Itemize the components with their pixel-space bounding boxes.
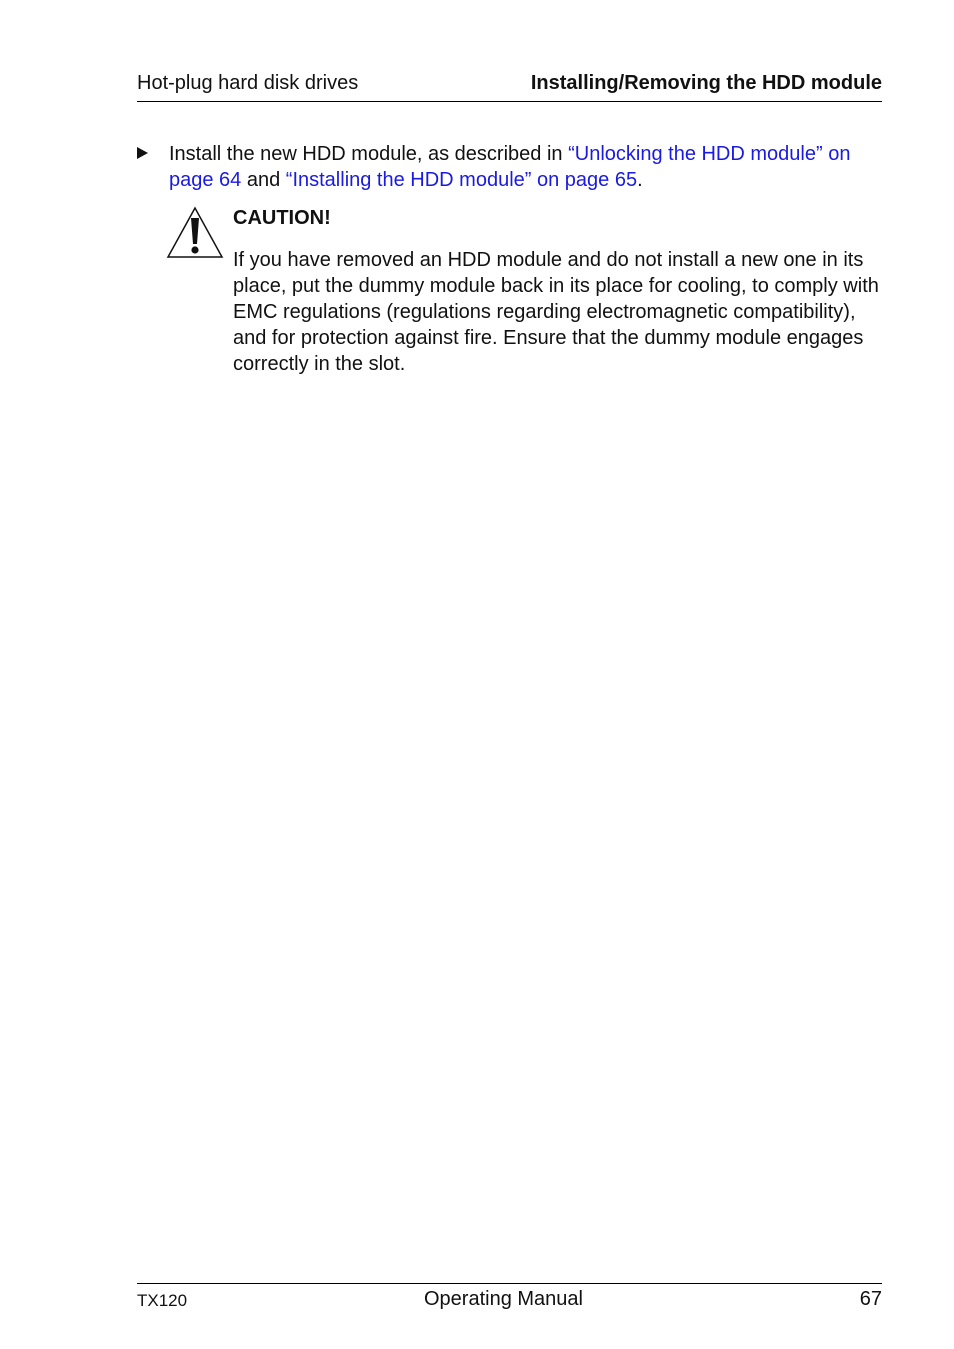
header-section-title: Installing/Removing the HDD module (530, 72, 882, 94)
step-text-middle: and (241, 169, 286, 191)
link-installing-hdd-module[interactable]: “Installing the HDD module” on page 65 (285, 169, 638, 191)
link-unlocking-hdd-module[interactable]: “Unlocking the HDD module” on page 64 (169, 143, 851, 191)
instruction-step (137, 141, 882, 193)
warning-icon (166, 206, 224, 260)
caution-title: CAUTION! (233, 207, 331, 229)
step-text-after: . (637, 169, 643, 191)
caution-text: If you have removed an HDD module and do not install a new one in its place, put the dummy module back in its place for cooling, to comply with EMC regulations (regulations regarding electromagnetic compatibility), and for protection against fire. Ensure that the dummy module engages correctly in the slot. (233, 249, 879, 375)
page-number: 67 (859, 1288, 882, 1310)
footer-document-title: Operating Manual (424, 1288, 583, 1310)
instruction-text (169, 141, 882, 193)
header-chapter-title: Hot-plug hard disk drives (137, 72, 359, 94)
footer-divider (137, 1283, 882, 1284)
step-text-before: Install the new HDD module, as described in (169, 143, 569, 165)
bullet-arrow-icon (137, 147, 148, 159)
footer-model: TX120 (137, 1291, 188, 1310)
header-divider (137, 101, 882, 102)
